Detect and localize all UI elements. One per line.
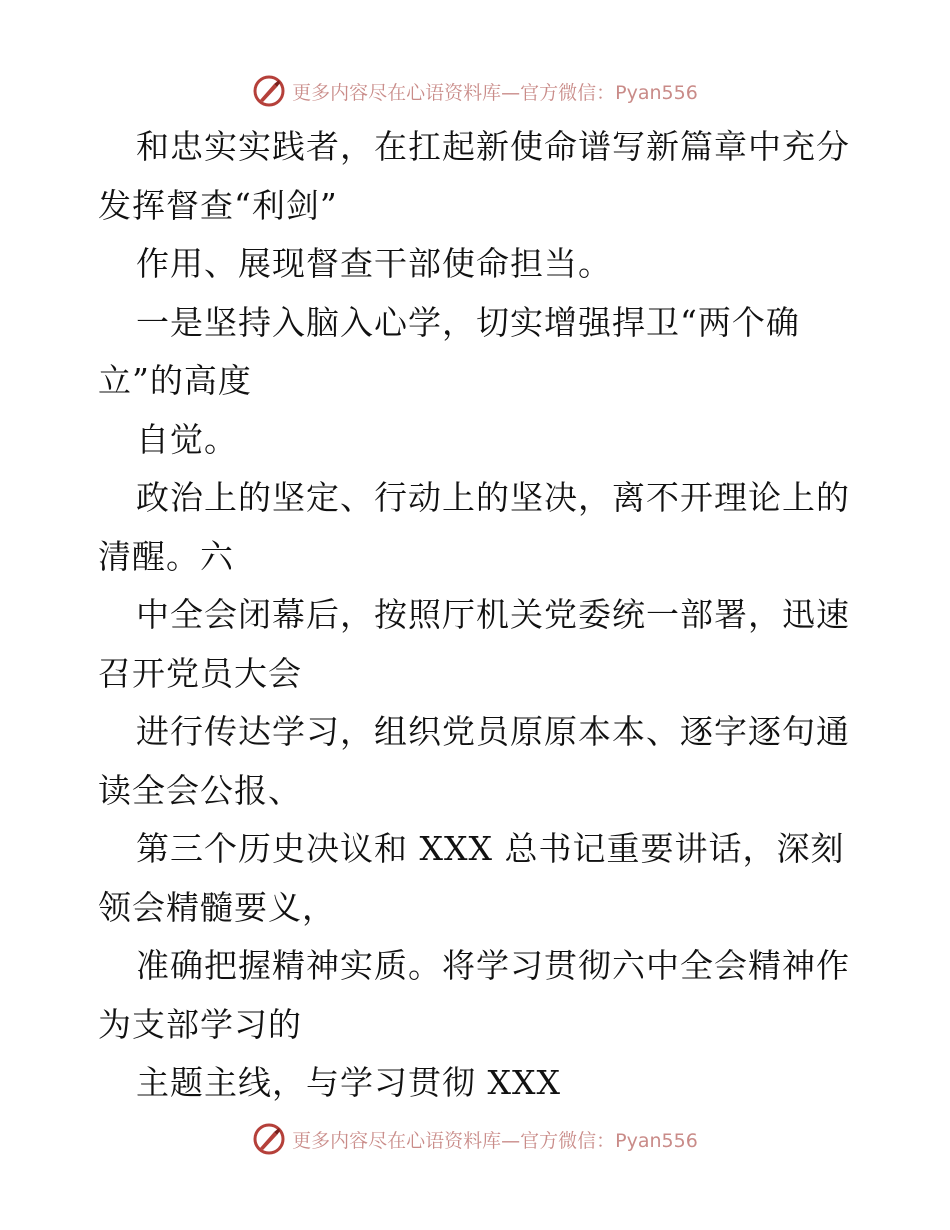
paragraph-line: 领会精髓要义， (98, 887, 336, 927)
paragraph-line: 作用、展现督查干部使命担当。 (136, 244, 612, 283)
footer-watermark (0, 1119, 950, 1159)
paragraph-line: 政治上的坚定、行动上的坚决，离不开理论上的 (136, 478, 850, 517)
paragraph-line: 立”的高度 (98, 361, 252, 400)
paragraph-line: 读全会公报、 (98, 770, 302, 810)
paragraph-line: 中全会闭幕后，按照厅机关党委统一部署，迅速 (136, 595, 850, 634)
paragraph-line: 自觉。 (136, 419, 238, 459)
paragraph-line: 为支部学习的 (98, 1004, 302, 1044)
brush-pen-logo-icon (252, 74, 286, 108)
paragraph-line: 召开党员大会 (98, 653, 302, 693)
watermark-text: 更多内容尽在心语资料库—官方微信：Pyan556 (292, 81, 698, 104)
paragraph-line: 主题主线，与学习贯彻 XXX (136, 1063, 561, 1102)
watermark-text: 更多内容尽在心语资料库—官方微信：Pyan556 (292, 1129, 698, 1152)
paragraph-line: 发挥督查“利剑” (98, 185, 338, 225)
paragraph-line: 一是坚持入脑入心学，切实增强捍卫“两个确 (136, 302, 800, 342)
paragraph-line: 进行传达学习，组织党员原原本本、逐字逐句通 (136, 712, 850, 751)
brush-pen-logo-icon (252, 1122, 286, 1156)
paragraph-line: 准确把握精神实质。将学习贯彻六中全会精神作 (136, 946, 850, 985)
paragraph-line: 和忠实实践者，在扛起新使命谱写新篇章中充分 (136, 127, 850, 166)
document-body (98, 118, 858, 1113)
paragraph-line: 第三个历史决议和 XXX 总书记重要讲话，深刻 (136, 829, 845, 868)
paragraph-line: 清醒。六 (98, 536, 234, 576)
header-watermark (0, 71, 950, 111)
